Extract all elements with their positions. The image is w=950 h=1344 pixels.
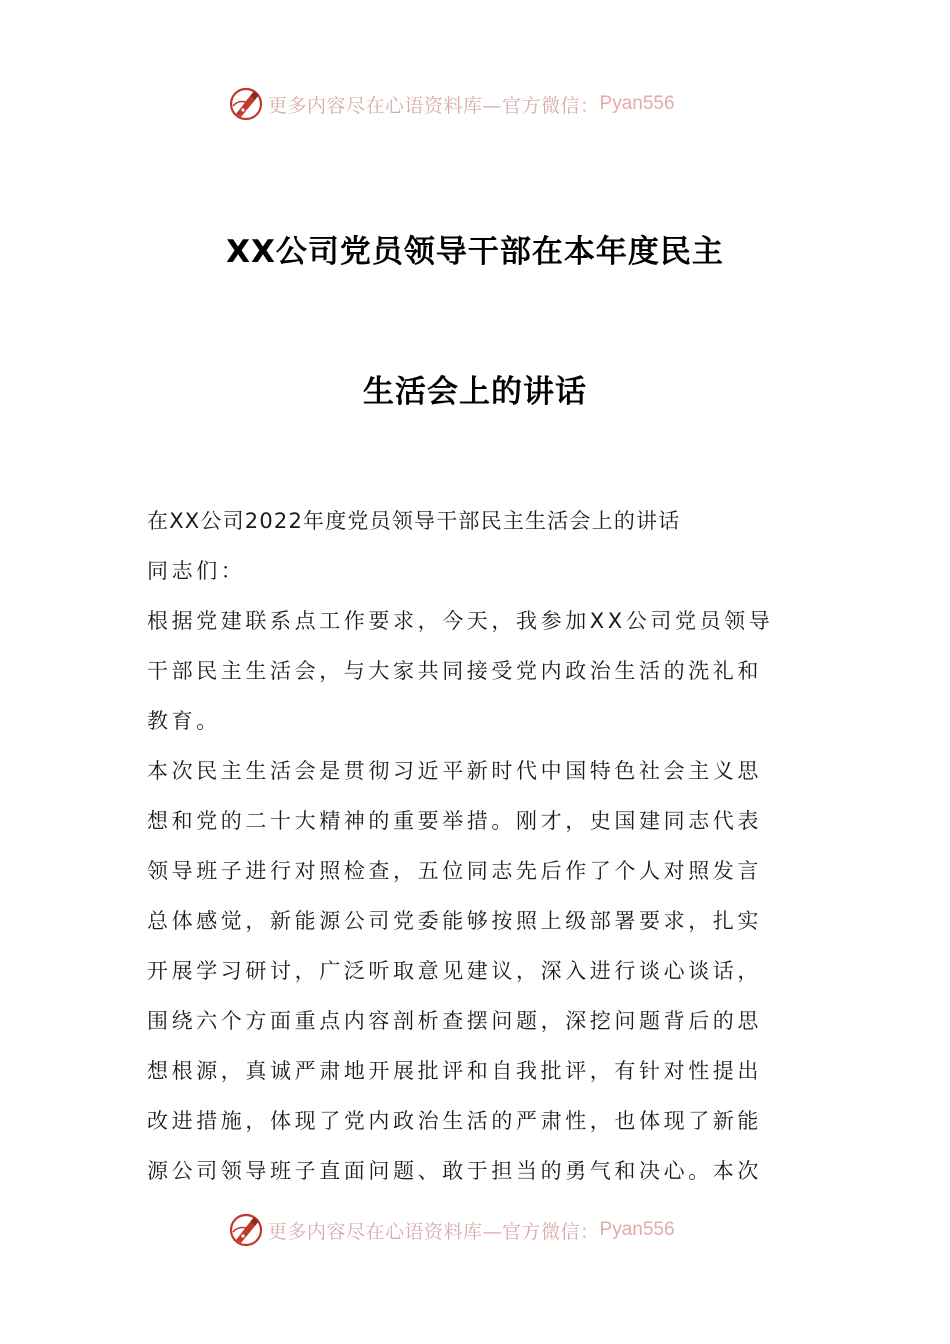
pen-nib-logo-icon bbox=[228, 86, 264, 122]
watermark-account: Pyan556 bbox=[599, 1219, 675, 1240]
body-line: 改进措施，体现了党内政治生活的严肃性，也体现了新能 bbox=[147, 1109, 762, 1133]
document-title-line-1: XX公司党员领导干部在本年度民主 bbox=[226, 234, 724, 270]
body-line: 想根源，真诚严肃地开展批评和自我批评，有针对性提出 bbox=[147, 1059, 762, 1083]
body-line: 想和党的二十大精神的重要举措。刚才，史国建同志代表 bbox=[147, 809, 762, 833]
body-line: 同志们： bbox=[147, 559, 246, 583]
watermark-text: 更多内容尽在心语资料库—官方微信： bbox=[268, 1220, 600, 1243]
document-title-line-2: 生活会上的讲话 bbox=[363, 374, 587, 410]
pen-nib-logo-icon bbox=[228, 1212, 264, 1248]
watermark-account: Pyan556 bbox=[599, 93, 675, 114]
body-line: 围绕六个方面重点内容剖析查摆问题，深挖问题背后的思 bbox=[147, 1009, 762, 1033]
header-watermark bbox=[228, 84, 748, 124]
body-line: 干部民主生活会，与大家共同接受党内政治生活的洗礼和 bbox=[147, 659, 762, 683]
body-line: 总体感觉，新能源公司党委能够按照上级部署要求，扎实 bbox=[147, 909, 762, 933]
body-line: 开展学习研讨，广泛听取意见建议，深入进行谈心谈话， bbox=[147, 959, 762, 983]
watermark-text: 更多内容尽在心语资料库—官方微信： bbox=[268, 94, 600, 117]
footer-watermark bbox=[228, 1210, 748, 1250]
body-line: 本次民主生活会是贯彻习近平新时代中国特色社会主义思 bbox=[147, 759, 762, 783]
document-body bbox=[147, 496, 807, 1196]
body-line: 教育。 bbox=[147, 709, 221, 733]
body-line: 根据党建联系点工作要求，今天，我参加XX公司党员领导 bbox=[147, 609, 774, 633]
body-line: 源公司领导班子直面问题、敢于担当的勇气和决心。本次 bbox=[147, 1159, 762, 1183]
body-line: 在XX公司2022年度党员领导干部民主生活会上的讲话 bbox=[147, 509, 681, 533]
body-line: 领导班子进行对照检查，五位同志先后作了个人对照发言 bbox=[147, 859, 762, 883]
